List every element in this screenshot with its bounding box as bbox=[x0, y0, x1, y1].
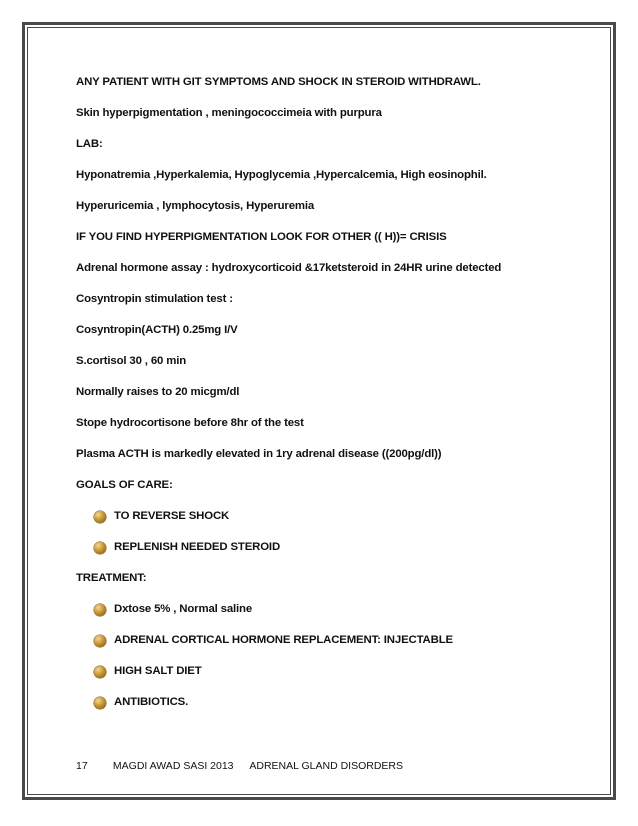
text-line: Plasma ACTH is markedly elevated in 1ry adrenal disease ((200pg/dl)) bbox=[76, 448, 442, 460]
footer-author-year: MAGDI AWAD SASI 2013 bbox=[112, 760, 234, 772]
text-line: Cosyntropin(ACTH) 0.25mg I/V bbox=[76, 324, 238, 336]
treatment-list-item bbox=[94, 663, 576, 680]
gold-sphere-bullet-icon bbox=[94, 666, 106, 678]
goal-list-item bbox=[94, 508, 576, 525]
text-line: Hyperuricemia , lymphocytosis, Hyperuremia bbox=[76, 200, 315, 212]
text-line: S.cortisol 30 , 60 min bbox=[76, 355, 187, 367]
treatment-list-item bbox=[94, 632, 576, 649]
text-line: Stope hydrocortisone before 8hr of the test bbox=[76, 417, 304, 429]
goal-text: REPLENISH NEEDED STEROID bbox=[114, 541, 281, 553]
goal-text: TO REVERSE SHOCK bbox=[114, 510, 230, 522]
section-heading-lab: LAB: bbox=[76, 138, 103, 150]
gold-sphere-bullet-icon bbox=[94, 697, 106, 709]
gold-sphere-bullet-icon bbox=[94, 635, 106, 647]
page-content bbox=[76, 74, 576, 725]
text-line: Cosyntropin stimulation test : bbox=[76, 293, 233, 305]
text-line: IF YOU FIND HYPERPIGMENTATION LOOK FOR OTHER (( H))= CRISIS bbox=[76, 231, 447, 243]
section-heading-treatment: TREATMENT: bbox=[76, 572, 147, 584]
section-heading-goals: GOALS OF CARE: bbox=[76, 479, 173, 491]
text-line: Adrenal hormone assay : hydroxycorticoid &17ketsteroid in 24HR urine detected bbox=[76, 262, 502, 274]
text-line: Hyponatremia ,Hyperkalemia, Hypoglycemia ,Hypercalcemia, High eosinophil. bbox=[76, 169, 487, 181]
page-footer bbox=[76, 760, 403, 772]
treatment-text: ADRENAL CORTICAL HORMONE REPLACEMENT: INJECTABLE bbox=[114, 634, 453, 646]
treatment-text: Dxtose 5% , Normal saline bbox=[114, 603, 253, 615]
gold-sphere-bullet-icon bbox=[94, 511, 106, 523]
gold-sphere-bullet-icon bbox=[94, 542, 106, 554]
text-line: Normally raises to 20 micgm/dl bbox=[76, 386, 240, 398]
page-number: 17 bbox=[76, 760, 88, 772]
gold-sphere-bullet-icon bbox=[94, 604, 106, 616]
treatment-text: HIGH SALT DIET bbox=[114, 665, 202, 677]
treatment-text: ANTIBIOTICS. bbox=[114, 696, 189, 708]
treatment-list-item bbox=[94, 601, 576, 618]
text-line: ANY PATIENT WITH GIT SYMPTOMS AND SHOCK IN STEROID WITHDRAWL. bbox=[76, 76, 481, 88]
treatment-list-item bbox=[94, 694, 576, 711]
text-line: Skin hyperpigmentation , meningococcimeia with purpura bbox=[76, 107, 382, 119]
goal-list-item bbox=[94, 539, 576, 556]
footer-title: ADRENAL GLAND DISORDERS bbox=[249, 760, 404, 772]
